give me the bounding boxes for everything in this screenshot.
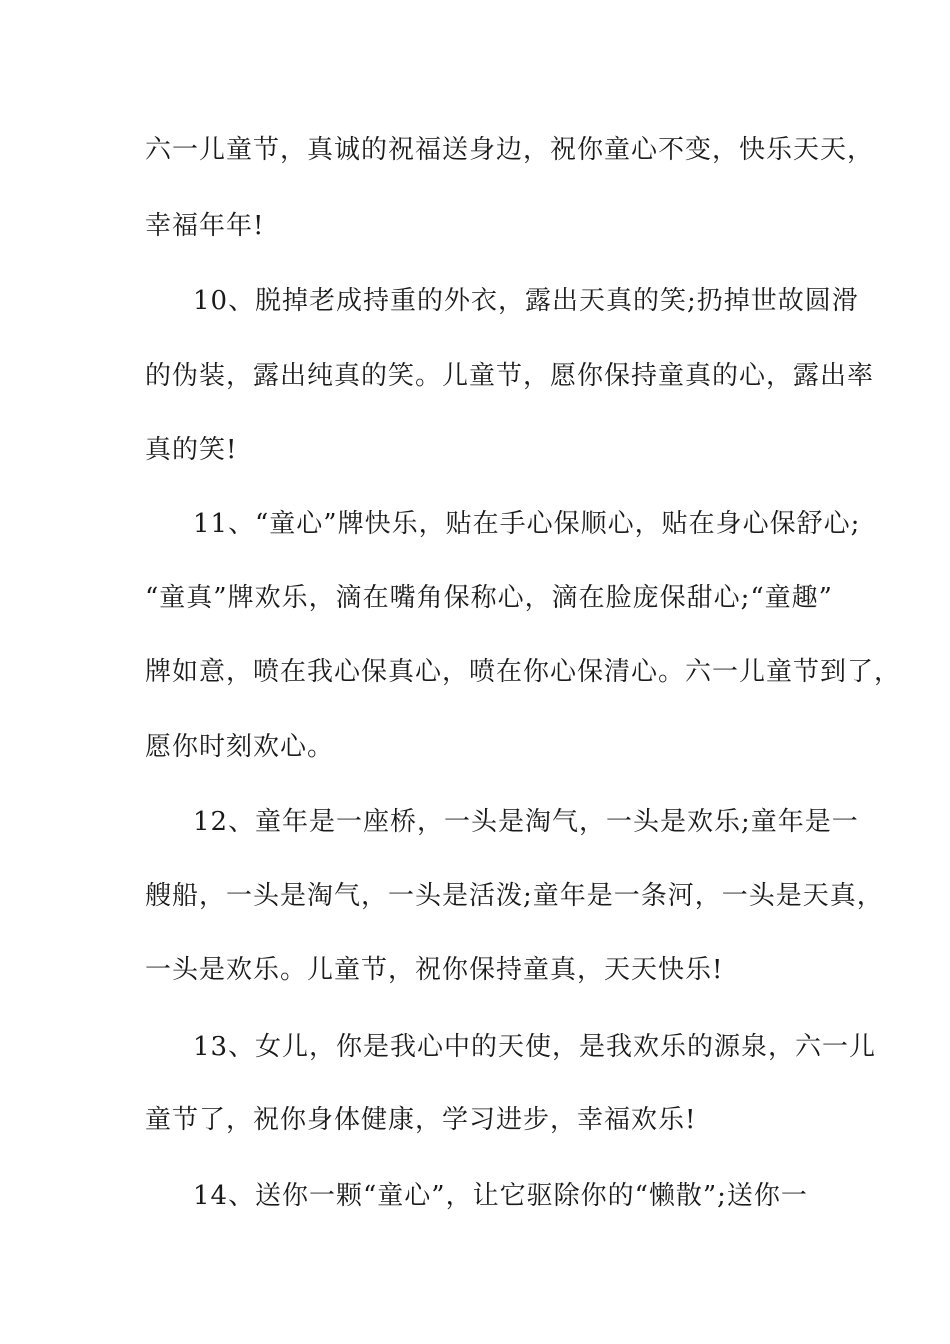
item-10-first-line xyxy=(193,288,859,314)
item-13-first-line xyxy=(193,1034,876,1060)
intro-line: 幸福年年! xyxy=(145,211,265,241)
item-number: 12、 xyxy=(193,807,256,837)
item-11-line: 愿你时刻欢心。 xyxy=(145,732,335,762)
item-number: 11、 xyxy=(193,509,256,539)
intro-line: 六一儿童节，真诚的祝福送身边，祝你童心不变，快乐天天， xyxy=(145,135,875,165)
item-14-first-line xyxy=(193,1183,808,1209)
item-number: 14、 xyxy=(193,1181,256,1211)
item-number: 13、 xyxy=(193,1032,256,1062)
item-11-line: 牌如意，喷在我心保真心，喷在你心保清心。六一儿童节到了， xyxy=(145,657,902,687)
item-10-line: 真的笑! xyxy=(145,435,238,465)
item-number: 10、 xyxy=(193,286,256,316)
item-text: “童心”牌快乐，贴在手心保顺心，贴在身心保舒心; xyxy=(255,509,861,539)
item-12-line: 艘船，一头是淘气，一头是活泼;童年是一条河，一头是天真， xyxy=(145,881,884,911)
item-11-first-line xyxy=(193,511,860,537)
item-text: 童年是一座桥，一头是淘气，一头是欢乐;童年是一 xyxy=(255,807,859,837)
item-text: 脱掉老成持重的外衣，露出天真的笑;扔掉世故圆滑 xyxy=(255,286,859,316)
item-12-line: 一头是欢乐。儿童节，祝你保持童真，天天快乐! xyxy=(145,955,724,985)
item-11-line: “童真”牌欢乐，滴在嘴角保称心，滴在脸庞保甜心;“童趣” xyxy=(145,583,833,613)
item-text: 送你一颗“童心”，让它驱除你的“懒散”;送你一 xyxy=(255,1181,808,1211)
item-text: 女儿，你是我心中的天使，是我欢乐的源泉，六一儿 xyxy=(255,1032,877,1062)
item-13-line: 童节了，祝你身体健康，学习进步，幸福欢乐! xyxy=(145,1105,697,1135)
item-12-first-line xyxy=(193,809,859,835)
item-10-line: 的伪装，露出纯真的笑。儿童节，愿你保持童真的心，露出率 xyxy=(145,361,875,391)
